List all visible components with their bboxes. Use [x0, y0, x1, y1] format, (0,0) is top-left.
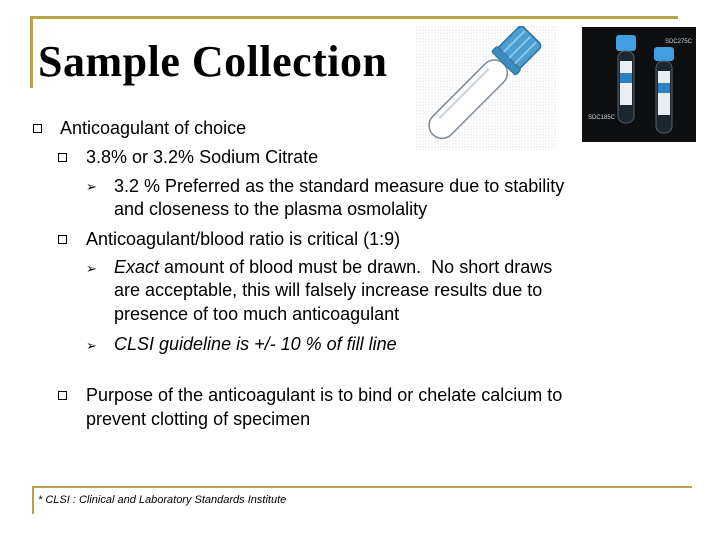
bullet-item-3-line-2: and closeness to the plasma osmolality — [114, 199, 428, 219]
square-bullet-icon — [33, 124, 42, 133]
bullet-item-5-line-2: are acceptable, this will falsely increase results due to — [114, 280, 543, 300]
arrow-bullet-icon: ➢ — [86, 261, 97, 276]
bullet-item-7-line-2: prevent clotting of specimen — [86, 409, 311, 429]
square-bullet-icon — [58, 235, 67, 244]
bullet-item-4: Anticoagulant/blood ratio is critical (1:9) — [86, 229, 401, 249]
photo-label-2: SDC185C — [588, 115, 616, 121]
bullet-item-7-line-1: Purpose of the anticoagulant is to bind or chelate calcium to — [86, 385, 563, 405]
bullet-item-5-text: amount of blood must be drawn. No short draws — [159, 257, 553, 277]
square-bullet-icon — [58, 391, 67, 400]
arrow-bullet-icon: ➢ — [86, 179, 97, 194]
bullet-item-2: 3.8% or 3.2% Sodium Citrate — [86, 147, 319, 167]
bullet-item-1: Anticoagulant of choice — [60, 118, 247, 138]
footnote: * CLSI : Clinical and Laboratory Standards Institute — [38, 494, 287, 506]
bullet-item-6: CLSI guideline is +/- 10 % of fill line — [114, 334, 397, 354]
emphasis-exact: Exact — [114, 257, 160, 277]
square-bullet-icon — [58, 153, 67, 162]
slide-title: Sample Collection — [38, 37, 388, 86]
bullet-item-5-line-1 — [114, 256, 552, 279]
arrow-bullet-icon: ➢ — [86, 338, 97, 353]
bullet-item-5-line-3: presence of too much anticoagulant — [114, 304, 400, 324]
photo-label-1: SDC275C — [664, 39, 692, 45]
bullet-item-3-line-1: 3.2 % Preferred as the standard measure due to stability — [114, 176, 565, 196]
